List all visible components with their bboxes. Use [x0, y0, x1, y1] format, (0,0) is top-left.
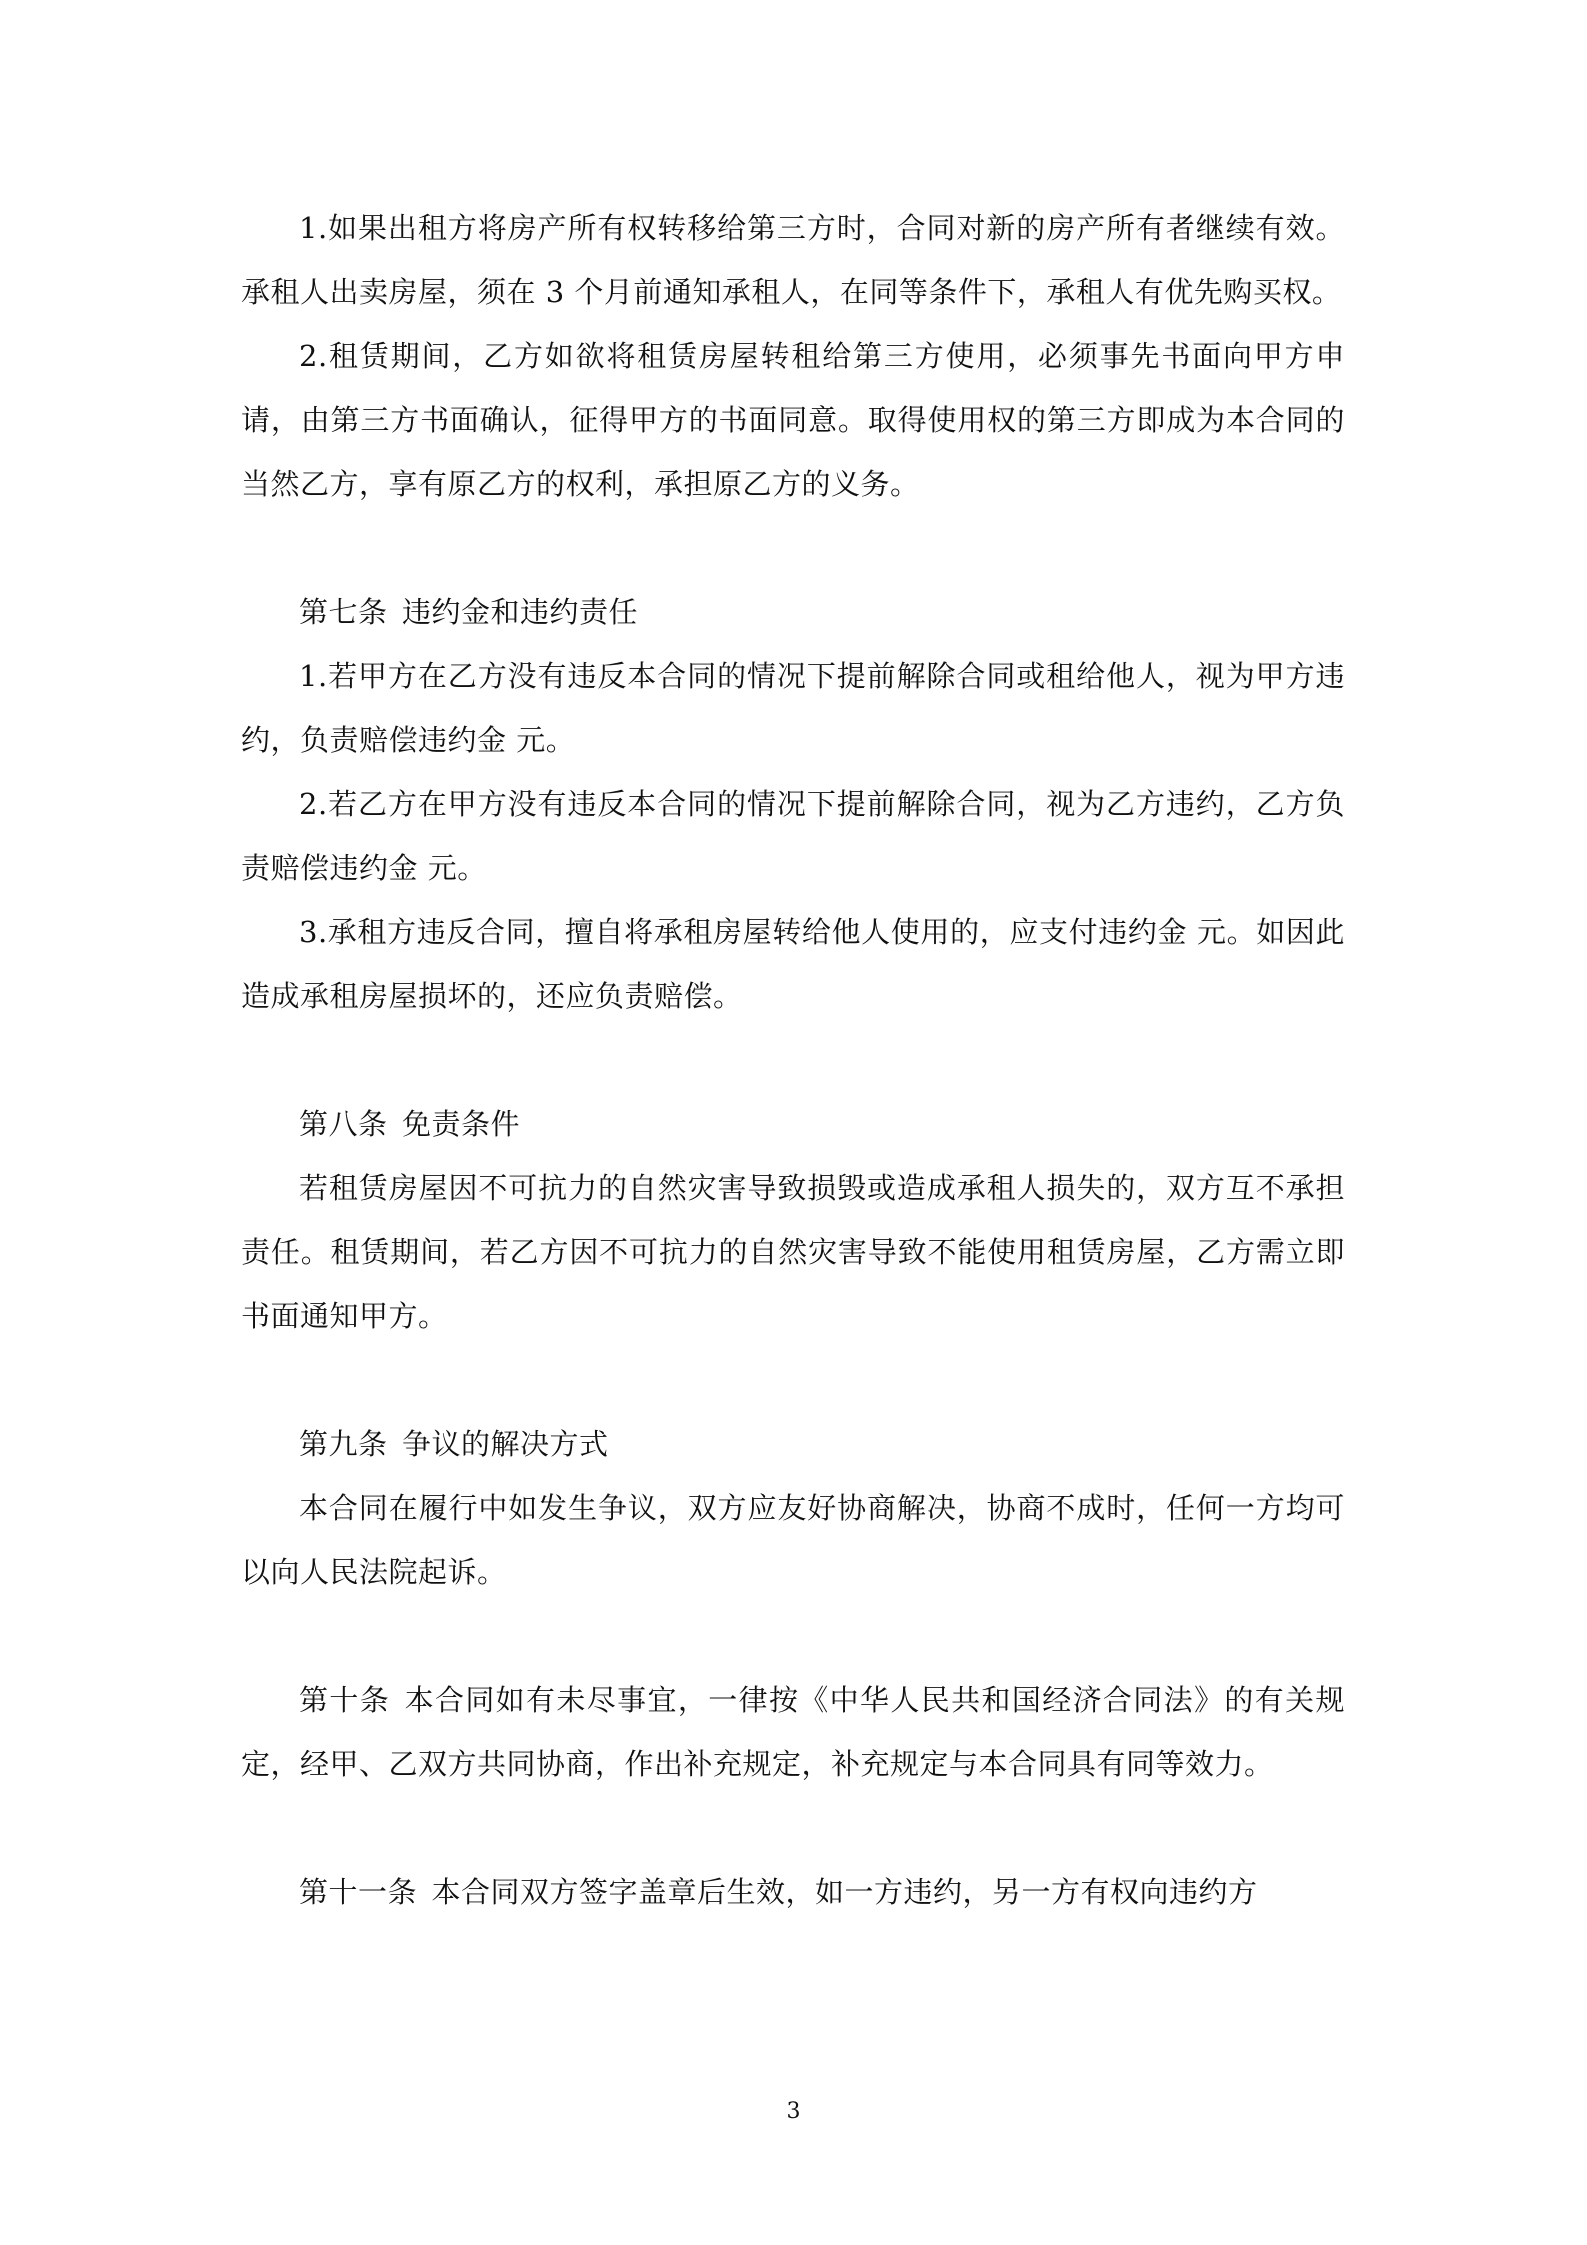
- clause-9-title: 争议的解决方式: [402, 1427, 609, 1461]
- clause-8-number: 第八条: [299, 1107, 388, 1141]
- clause-7-heading: [241, 580, 1345, 644]
- clause-9-number: 第九条: [299, 1427, 388, 1461]
- document-body: [241, 196, 1345, 1924]
- clause-11: [241, 1860, 1345, 1924]
- clause-10-body: 本合同如有未尽事宜，一律按《中华人民共和国经济合同法》的有关规定，经甲、乙双方共同协商，作出补充规定，补充规定与本合同具有同等效力。: [241, 1683, 1345, 1781]
- clause-8-title: 免责条件: [402, 1107, 521, 1141]
- section-gap: [241, 1028, 1345, 1092]
- clause-9-body: 本合同在履行中如发生争议，双方应友好协商解决，协商不成时，任何一方均可以向人民法院起诉。: [241, 1491, 1345, 1589]
- section-gap: [241, 1348, 1345, 1412]
- clause-6-item-2: 2.租赁期间，乙方如欲将租赁房屋转租给第三方使用，必须事先书面向甲方申请，由第三方书面确认，征得甲方的书面同意。取得使用权的第三方即成为本合同的当然乙方，享有原乙方的权利，承担原乙方的义务。: [241, 339, 1345, 501]
- clause-11-body: 本合同双方签字盖章后生效，如一方违约，另一方有权向违约方: [431, 1875, 1258, 1909]
- clause-7-number: 第七条: [299, 595, 388, 629]
- clause-8-heading: [241, 1092, 1345, 1156]
- clause-11-number: 第十一条: [299, 1875, 418, 1909]
- section-gap: [241, 1604, 1345, 1668]
- clause-7-item-3: 3.承租方违反合同，擅自将承租房屋转给他人使用的，应支付违约金 元。如因此造成承租房屋损坏的，还应负责赔偿。: [241, 915, 1345, 1013]
- clause-9-heading: [241, 1412, 1345, 1476]
- clause-8-body: 若租赁房屋因不可抗力的自然灾害导致损毁或造成承租人损失的，双方互不承担责任。租赁期间，若乙方因不可抗力的自然灾害导致不能使用租赁房屋，乙方需立即书面通知甲方。: [241, 1171, 1345, 1333]
- clause-6-item-1: 1.如果出租方将房产所有权转移给第三方时，合同对新的房产所有者继续有效。承租人出卖房屋，须在 3 个月前通知承租人，在同等条件下，承租人有优先购买权。: [241, 211, 1345, 309]
- clause-10: [241, 1668, 1345, 1796]
- clause-7-title: 违约金和违约责任: [402, 595, 639, 629]
- clause-7-item-1: 1.若甲方在乙方没有违反本合同的情况下提前解除合同或租给他人，视为甲方违约，负责赔偿违约金 元。: [241, 659, 1345, 757]
- page-number: 3: [786, 2099, 801, 2124]
- clause-10-number: 第十条: [299, 1683, 391, 1717]
- section-gap: [241, 1796, 1345, 1860]
- section-gap: [241, 516, 1345, 580]
- clause-7-item-2: 2.若乙方在甲方没有违反本合同的情况下提前解除合同，视为乙方违约，乙方负责赔偿违约金 元。: [241, 787, 1345, 885]
